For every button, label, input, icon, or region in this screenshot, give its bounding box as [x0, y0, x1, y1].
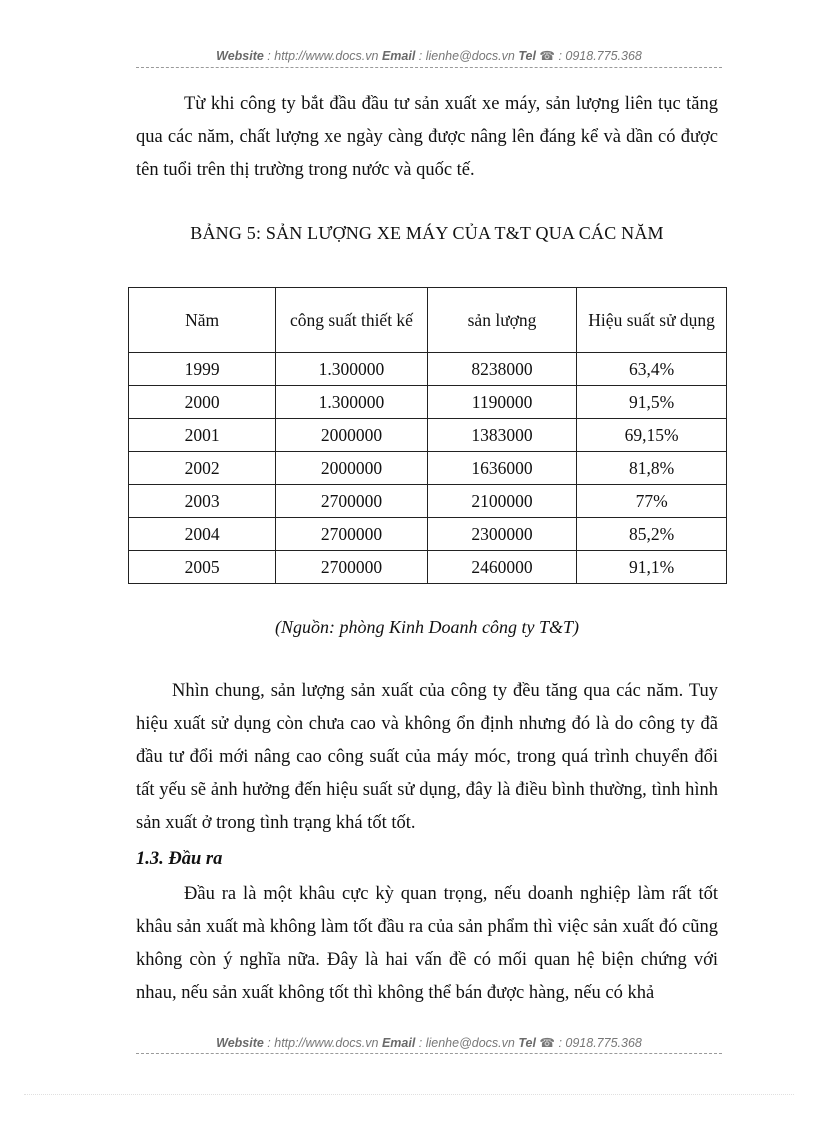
phone-number: ☎ : 0918.775.368 [535, 1036, 642, 1050]
table-source: (Nguồn: phòng Kinh Doanh công ty T&T) [275, 617, 579, 637]
cell-year: 2001 [129, 419, 276, 452]
email-label: Email [381, 1036, 416, 1050]
cell-year: 1999 [129, 353, 276, 386]
cell-year: 2002 [129, 452, 276, 485]
cell-efficiency: 91,1% [577, 551, 727, 584]
cell-year: 2005 [129, 551, 276, 584]
cell-efficiency: 81,8% [577, 452, 727, 485]
cell-capacity: 2700000 [276, 518, 428, 551]
cell-capacity: 1.300000 [276, 386, 428, 419]
tel-label: Tel [518, 1036, 536, 1050]
footer-divider [136, 1053, 722, 1054]
table-row [129, 518, 727, 551]
cell-efficiency: 85,2% [577, 518, 727, 551]
cell-output: 1636000 [427, 452, 576, 485]
cell-efficiency: 69,15% [577, 419, 727, 452]
summary-paragraph: Nhìn chung, sản lượng sản xuất của công ty đều tăng qua các năm. Tuy hiệu xuất sử dụng còn chưa cao và không ổn định nhưng đó là do công ty đã đầu tư đổi mới nâng cao công suất của máy móc, trong quá trình chuyển đổi tất yếu sẽ ảnh hưởng đến hiệu suất sử dụng, đây là điều bình thường, tình hình sản xuất ở trong tình trạng khá tốt tốt. [136, 681, 718, 833]
header-divider [136, 67, 722, 68]
intro-paragraph: Từ khi công ty bắt đầu đầu tư sản xuất xe máy, sản lượng liên tục tăng qua các năm, chất lượng xe ngày càng được nâng lên đáng kể và dần có được tên tuổi trên thị trường trong nước và quốc tế. [136, 94, 718, 180]
header-output: sản lượng [427, 288, 576, 353]
cell-output: 1190000 [427, 386, 576, 419]
cell-output: 2460000 [427, 551, 576, 584]
cell-capacity: 2700000 [276, 485, 428, 518]
table-row [129, 386, 727, 419]
website-url: : http://www.docs.vn [263, 1036, 382, 1050]
cell-capacity: 2000000 [276, 452, 428, 485]
cell-efficiency: 63,4% [577, 353, 727, 386]
cell-year: 2003 [129, 485, 276, 518]
cell-capacity: 2000000 [276, 419, 428, 452]
cell-output: 1383000 [427, 419, 576, 452]
page-bottom-divider [24, 1094, 794, 1095]
cell-output: 8238000 [427, 353, 576, 386]
table-header-row [129, 288, 727, 353]
table-row [129, 419, 727, 452]
header-year: Năm [129, 288, 276, 353]
header-capacity: công suất thiết kế [276, 288, 428, 353]
email-label: Email [381, 49, 416, 63]
output-paragraph: Đầu ra là một khâu cực kỳ quan trọng, nếu doanh nghiệp làm rất tốt khâu sản xuất mà không làm tốt đầu ra của sản phẩm thì việc sản xuất đó cũng không còn ý nghĩa nữa. Đây là hai vấn đề có mối quan hệ biện chứng với nhau, nếu sản xuất không tốt thì không thể bán được hàng, nếu có khả [136, 884, 718, 1003]
section-heading: 1.3. Đầu ra [136, 849, 223, 869]
cell-year: 2000 [129, 386, 276, 419]
email-address: : lienhe@docs.vn [415, 49, 519, 63]
table-row [129, 353, 727, 386]
cell-capacity: 2700000 [276, 551, 428, 584]
cell-efficiency: 91,5% [577, 386, 727, 419]
phone-number: ☎ : 0918.775.368 [535, 49, 642, 63]
page-footer [136, 1035, 722, 1050]
tel-label: Tel [518, 49, 536, 63]
cell-capacity: 1.300000 [276, 353, 428, 386]
website-label: Website [216, 1036, 264, 1050]
cell-output: 2100000 [427, 485, 576, 518]
page-header [136, 48, 722, 63]
website-label: Website [216, 49, 264, 63]
website-url: : http://www.docs.vn [263, 49, 382, 63]
table-row [129, 485, 727, 518]
email-address: : lienhe@docs.vn [415, 1036, 519, 1050]
cell-year: 2004 [129, 518, 276, 551]
table-row [129, 551, 727, 584]
table-title: BẢNG 5: SẢN LƯỢNG XE MÁY CỦA T&T QUA CÁC NĂM [190, 223, 664, 243]
table-row [129, 452, 727, 485]
cell-efficiency: 77% [577, 485, 727, 518]
production-table [128, 287, 727, 584]
cell-output: 2300000 [427, 518, 576, 551]
header-efficiency: Hiệu suất sử dụng [577, 288, 727, 353]
